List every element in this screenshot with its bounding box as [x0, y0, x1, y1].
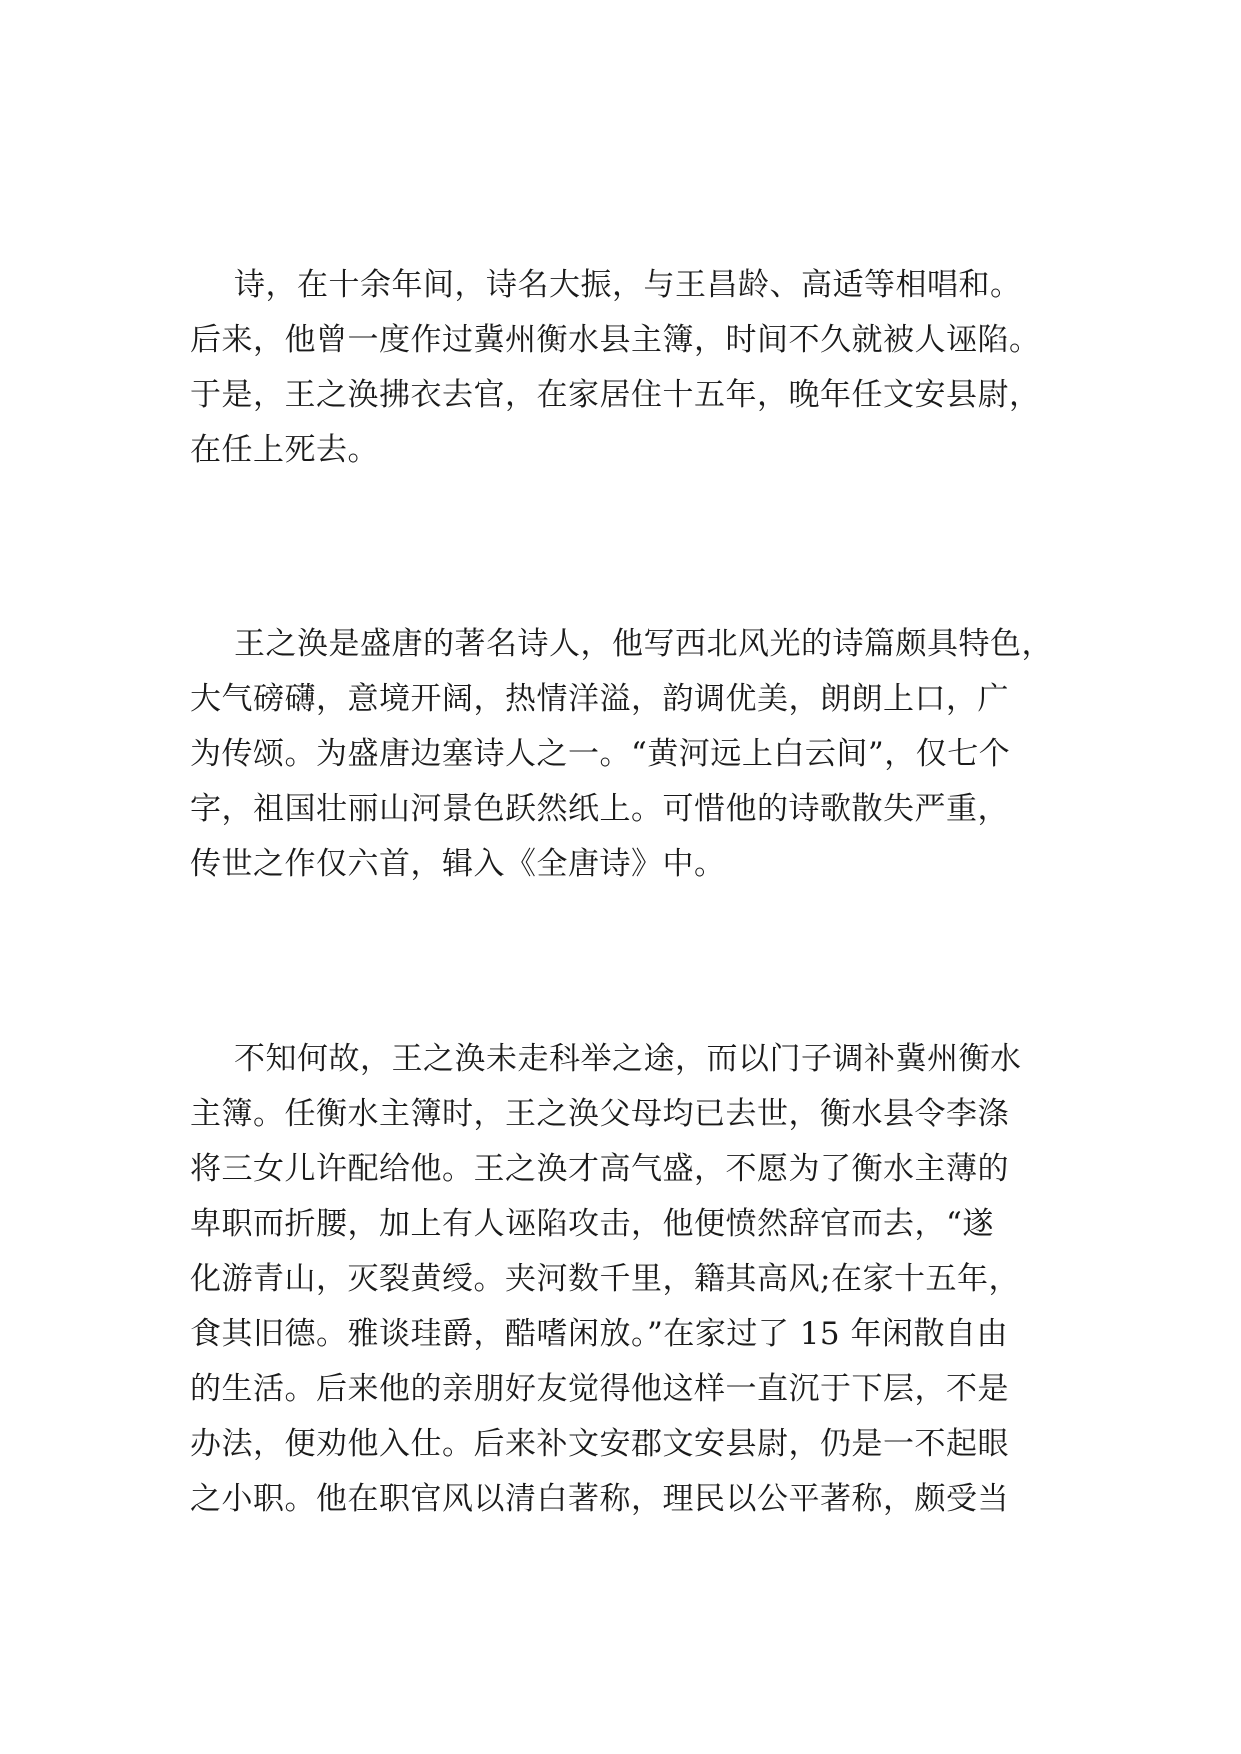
text-line: 字，祖国壮丽山河景色跃然纸上。可惜他的诗歌散失严重， [190, 791, 1009, 827]
text-line: 诗，在十余年间，诗名大振，与王昌龄、高适等相唱和。 [234, 267, 1022, 303]
text-line: 在任上死去。 [190, 432, 379, 468]
text-line: 大气磅礴，意境开阔，热情洋溢，韵调优美，朗朗上口，广 [190, 681, 1009, 717]
paragraph-2 [190, 617, 1070, 892]
text-line: 食其旧德。雅谈珪爵，酷嗜闲放。”在家过了 15 年闲散自由 [190, 1316, 1008, 1352]
text-line: 的生活。后来他的亲朋好友觉得他这样一直沉于下层，不是 [190, 1371, 1009, 1407]
text-line: 传世之作仅六首，辑入《全唐诗》中。 [190, 846, 726, 882]
text-line: 王之涣是盛唐的著名诗人，他写西北风光的诗篇颇具特色， [234, 626, 1053, 662]
paragraph-1 [190, 258, 1070, 478]
text-line: 于是，王之涣拂衣去官，在家居住十五年，晚年任文安县尉， [190, 377, 1041, 413]
text-line: 不知何故，王之涣未走科举之途，而以门子调补冀州衡水 [234, 1041, 1022, 1077]
text-line: 办法，便劝他入仕。后来补文安郡文安县尉，仍是一不起眼 [190, 1426, 1009, 1462]
text-line: 为传颂。为盛唐边塞诗人之一。“黄河远上白云间”，仅七个 [190, 736, 1011, 772]
text-line: 主簿。任衡水主簿时，王之涣父母均已去世，衡水县令李涤 [190, 1096, 1009, 1132]
paragraph-3 [190, 1032, 1070, 1527]
text-line: 之小职。他在职官风以清白著称，理民以公平著称，颇受当 [190, 1481, 1009, 1517]
text-line: 化游青山，灭裂黄绶。夹河数千里，籍其高风;在家十五年， [190, 1261, 1020, 1297]
text-line: 将三女儿许配给他。王之涣才高气盛，不愿为了衡水主薄的 [190, 1151, 1009, 1187]
text-line: 后来，他曾一度作过冀州衡水县主簿，时间不久就被人诬陷。 [190, 322, 1041, 358]
text-line: 卑职而折腰，加上有人诬陷攻击，他便愤然辞官而去，“遂 [190, 1206, 994, 1242]
